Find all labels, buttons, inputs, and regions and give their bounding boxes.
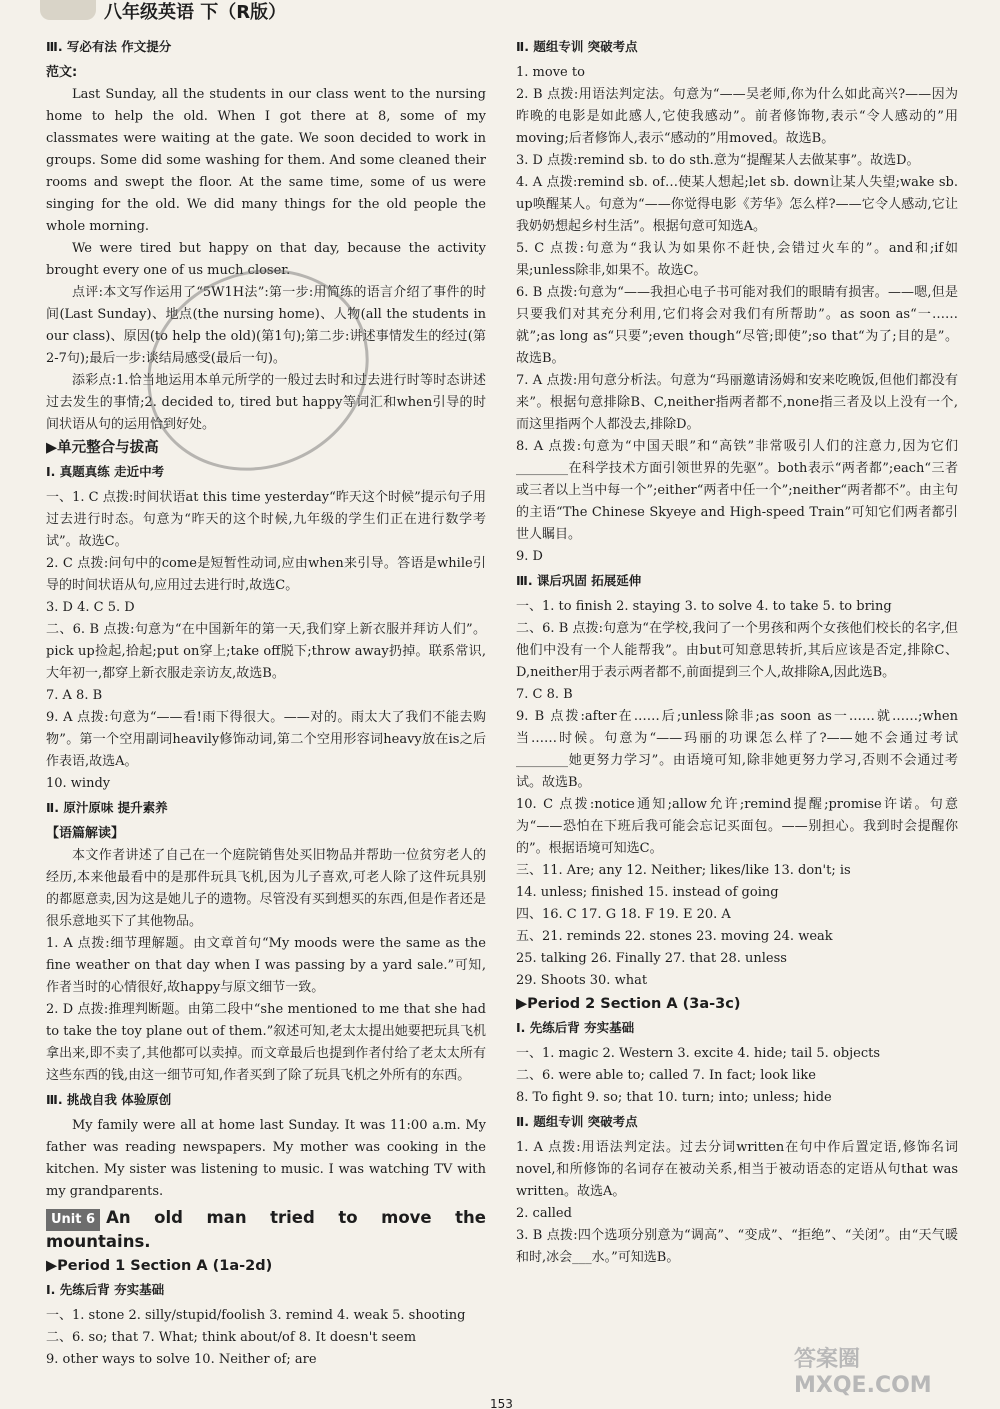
- text-block: 10. windy: [46, 776, 111, 791]
- text-block: 五、21. reminds 22. stones 23. moving 24. weak: [516, 929, 833, 944]
- page-header: [40, 0, 510, 22]
- text-block: 25. talking 26. Finally 27. that 28. unless: [516, 951, 787, 966]
- unit-tag: Unit 6: [46, 1209, 100, 1231]
- text-block: 一、1. to finish 2. staying 3. to solve 4. to take 5. to bring: [516, 599, 892, 614]
- section-heading: Ⅱ. 原汁原味 提升素养: [46, 800, 168, 815]
- text-block: 7. A 点拨:用句意分析法。句意为“玛丽邀请汤姆和安来吃晚饭,但他们都没有来”。根据句意排除B、C,neither指两者都不,none指三者及以上没有一个,而这里指两个人都没去,排除D。: [516, 373, 958, 432]
- part-heading: ▶单元整合与拔高: [46, 440, 159, 456]
- text-block: 10. C 点拨:notice通知;allow允许;remind提醒;promise许诺。句意为“——恐怕在下班后我可能会忘记买面包。——别担心。我到时会提醒你的”。根据语境可知选C。: [516, 797, 958, 856]
- part-heading: ▶Period 2 Section A (3a-3c): [516, 996, 741, 1012]
- text-block: 7. C 8. B: [516, 687, 573, 702]
- text-block: 7. A 8. B: [46, 688, 103, 703]
- text-block: 2. called: [516, 1206, 572, 1221]
- section-heading: Ⅲ. 课后巩固 拓展延伸: [516, 573, 642, 588]
- text-block: 一、1. magic 2. Western 3. excite 4. hide; tail 5. objects: [516, 1046, 880, 1061]
- part-heading: ▶Period 1 Section A (1a-2d): [46, 1258, 273, 1274]
- section-heading: Ⅲ. 挑战自我 体验原创: [46, 1092, 172, 1107]
- text-block: 2. D 点拨:推理判断题。由第二段中“she mentioned to me that she had to take the toy plane out of them.”叙述可知,老太太提出她要把玩具飞机拿出来,即不卖了,其他都可以卖掉。而文章最后也提到作者付给了老太太所有这些东西的钱,由这一细节可知,作者买到了除了玩具飞机之外所有的东西。: [46, 1002, 486, 1083]
- text-block: My family were all at home last Sunday. It was 11:00 a.m. My father was reading newspapers. My mother was cooking in the kitchen. My sister was listening to music. I was watching TV with my grandparents.: [46, 1118, 486, 1199]
- text-block: 9. D: [516, 549, 543, 564]
- text-block: 二、6. B 点拨:句意为“在学校,我问了一个男孩和两个女孩他们校长的名字,但他们中没有一个人能帮我”。由but可知意思转折,其后应该是否定,排除C、D,neither用于表示两者都不,前面提到三个人,故排除A,因此选B。: [516, 621, 958, 680]
- section-heading: Ⅰ. 先练后背 夯实基础: [46, 1282, 165, 1297]
- text-block: 8. A 点拨:句意为“中国天眼”和“高铁”非常吸引人们的注意力,因为它们________在科学技术方面引领世界的先驱”。both表示“两者都”;each“三者或三者以上当中每一个”;either“两者中任一个”;neither“两者都不”。由主句的主语“The Chinese Skyeye and High-speed Train”可知它们两者都引世人瞩目。: [516, 439, 958, 542]
- text-block: 29. Shoots 30. what: [516, 973, 648, 988]
- text-block: 点评:本文写作运用了“5W1H法”:第一步:用简练的语言介绍了事件的时间(Last Sunday)、地点(the nursing home)、人物(all the students in our class)、原因(to help the old)(第1句);第二步:讲述事情发生的经过(第2-7句);最后一步:谈结局感受(最后一句)。: [46, 285, 486, 366]
- text-block: 二、6. so; that 7. What; think about/of 8. It doesn't seem: [46, 1330, 417, 1345]
- book-title: 八年级英语 下（R版）: [104, 2, 287, 23]
- text-block: 本文作者讲述了自己在一个庭院销售处买旧物品并帮助一位贫穷老人的经历,本来他最看中的是那件玩具飞机,因为儿子喜欢,可老人除了这件玩具别的都愿意卖,因为这是她儿子的遗物。尽管没有买到想买的东西,但是作者还是很乐意地买下了其他物品。: [46, 848, 486, 929]
- text-block: 14. unless; finished 15. instead of going: [516, 885, 779, 900]
- text-block: Last Sunday, all the students in our class went to the nursing home to help the old. When I got there at 8, some of my classmates were waiting at the gate. We soon decided to work in groups. Some did some washing for them. And some cleaned their rooms and swept the floor. At the same time, some of us were singing for the old. We did many things for the old people the whole morning.: [46, 87, 486, 234]
- text-block: 9. other ways to solve 10. Neither of; are: [46, 1352, 317, 1367]
- unit-title-text: An old man tried to move the mountains.: [46, 1208, 486, 1251]
- watermark-text: 答案圈 MXQE.COM: [794, 1347, 932, 1398]
- text-block: 3. D 4. C 5. D: [46, 600, 135, 615]
- text-block: 三、11. Are; any 12. Neither; likes/like 13. don't; is: [516, 863, 851, 878]
- text-block: 4. A 点拨:remind sb. of…使某人想起;let sb. down让某人失望;wake sb. up唤醒某人。句意为“——你觉得电影《芳华》怎么样?——它令人感动,它让我奶奶想起乡村生活”。根据句意可知选A。: [516, 175, 958, 234]
- unit-title: [46, 1207, 486, 1253]
- text-block: 二、6. B 点拨:句意为“在中国新年的第一天,我们穿上新衣服并拜访人们”。pick up捡起,拾起;put on穿上;take off脱下;throw away扔掉。联系常识,大年初一,都穿上新衣服走亲访友,故选B。: [46, 622, 486, 681]
- text-block: 3. D 点拨:remind sb. to do sth.意为“提醒某人去做某事”。故选D。: [516, 153, 920, 168]
- text-block: 一、1. C 点拨:时间状语at this time yesterday“昨天这个时候”提示句子用过去进行时态。句意为“昨天的这个时候,九年级的学生们正在进行数学考试”。故选C。: [46, 490, 486, 549]
- publisher-logo: [40, 0, 96, 20]
- text-block: 2. B 点拨:用语法判定法。句意为“——吴老师,你为什么如此高兴?——因为昨晚的电影是如此感人,它使我感动”。前者修饰物,表示“令人感动的”用moving;后者修饰人,表示“感动的”用moved。故选B。: [516, 87, 958, 146]
- section-heading: Ⅱ. 题组专训 突破考点: [516, 39, 638, 54]
- text-block: 1. A 点拨:用语法判定法。过去分词written在句中作后置定语,修饰名词novel,和所修饰的名词存在被动关系,相当于被动语态的定语从句that was written。故选A。: [516, 1140, 958, 1199]
- section-heading: Ⅰ. 先练后背 夯实基础: [516, 1020, 635, 1035]
- text-block: 四、16. C 17. G 18. F 19. E 20. A: [516, 907, 731, 922]
- text-block: 5. C 点拨:句意为“我认为如果你不赶快,会错过火车的”。and和;if如果;unless除非,如果不。故选C。: [516, 241, 958, 278]
- text-block: 二、6. were able to; called 7. In fact; look like: [516, 1068, 816, 1083]
- page-number: 153: [490, 1397, 513, 1409]
- text-block: 添彩点:1.恰当地运用本单元所学的一般过去时和过去进行时等时态讲述过去发生的事情;2. decided to, tired but happy等词汇和when引导的时间状语从句的运用恰到好处。: [46, 373, 486, 432]
- text-block: 6. B 点拨:句意为“——我担心电子书可能对我们的眼睛有损害。——嗯,但是只要我们对其充分利用,它们将会对我们有所帮助”。as soon as“一……就”;as long as“只要”;even though“尽管;即使”;so that“为了;目的是”。故选B。: [516, 285, 958, 366]
- right-column: [516, 34, 958, 1269]
- text-block: 9. B 点拨:after在……后;unless除非;as soon as一……就……;when当……时候。句意为“——玛丽的功课怎么样了?——她不会通过考试________她更努力学习”。由语境可知,除非她更努力学习,否则不会通过考试。故选B。: [516, 709, 958, 790]
- label-line: 范文:: [46, 65, 78, 80]
- left-column: [46, 34, 486, 1371]
- text-block: 2. C 点拨:问句中的come是短暂性动词,应由when来引导。答语是while引导的时间状语从句,应用过去进行时,故选C。: [46, 556, 486, 593]
- text-block: 9. A 点拨:句意为“——看!雨下得很大。——对的。雨太大了我们不能去购物”。第一个空用副词heavily修饰动词,第二个空用形容词heavy放在is之后作表语,故选A。: [46, 710, 486, 769]
- text-block: 1. A 点拨:细节理解题。由文章首句“My moods were the same as the fine weather on that day when I was passing by a yard sale.”可知,作者当时的心情很好,故happy与原文细节一致。: [46, 936, 486, 995]
- label-line: 【语篇解读】: [46, 826, 125, 841]
- text-block: 3. B 点拨:四个选项分别意为“调高”、“变成”、“拒绝”、“关闭”。由“天气暖和时,冰会___水。”可知选B。: [516, 1228, 958, 1265]
- site-watermark: [794, 1328, 984, 1398]
- section-heading: Ⅰ. 真题真练 走近中考: [46, 464, 165, 479]
- section-heading: Ⅱ. 题组专训 突破考点: [516, 1114, 638, 1129]
- text-block: 1. move to: [516, 65, 585, 80]
- text-block: 8. To fight 9. so; that 10. turn; into; unless; hide: [516, 1090, 832, 1105]
- section-heading: Ⅲ. 写必有法 作文提分: [46, 39, 172, 54]
- text-block: 一、1. stone 2. silly/stupid/foolish 3. remind 4. weak 5. shooting: [46, 1308, 466, 1323]
- text-block: We were tired but happy on that day, because the activity brought every one of us much closer.: [46, 241, 486, 278]
